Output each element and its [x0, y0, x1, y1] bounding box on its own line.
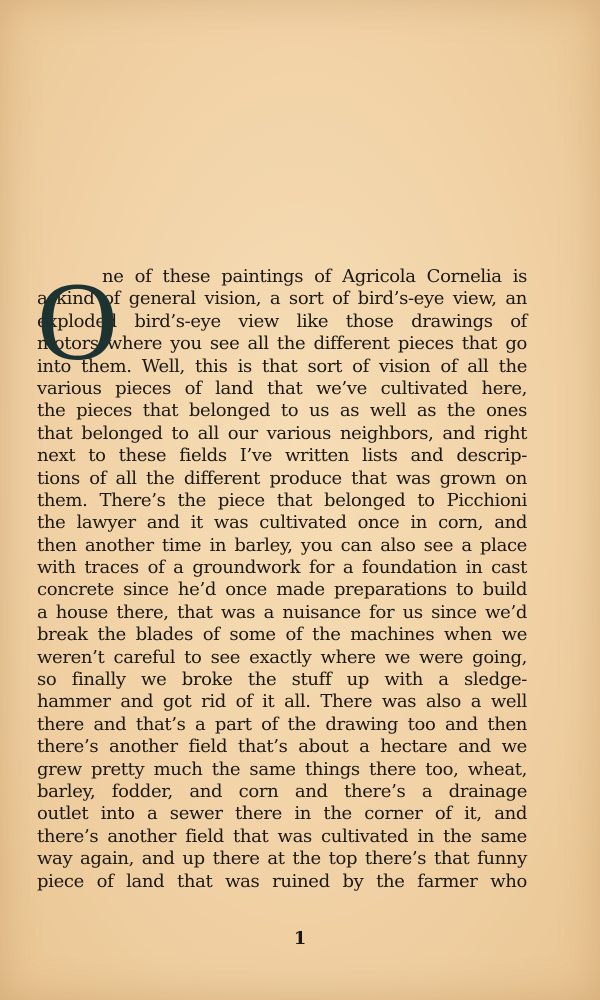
text-line: piece of land that was ruined by the farmer who: [37, 870, 527, 892]
text-line: concrete since he’d once made preparations to build: [37, 579, 527, 601]
text-line: into them. Well, this is that sort of vision of all the: [37, 355, 527, 377]
text-line: there and that’s a part of the drawing too and then: [37, 713, 527, 735]
text-line: exploded bird’s-eye view like those drawings of: [37, 310, 527, 332]
text-line: grew pretty much the same things there too, wheat,: [37, 758, 527, 780]
text-line: next to these fields I’ve written lists and descrip-: [37, 445, 527, 467]
text-line: them. There’s the piece that belonged to Picchioni: [37, 489, 527, 511]
text-line: weren’t careful to see exactly where we were going,: [37, 646, 527, 668]
text-line: that belonged to all our various neighbors, and right: [37, 422, 527, 444]
text-line: a house there, that was a nuisance for us since we’d: [37, 601, 527, 623]
text-line: ne of these paintings of Agricola Cornelia is: [102, 266, 527, 287]
text-line: with traces of a groundwork for a foundation in cast: [37, 557, 527, 579]
text-line: the pieces that belonged to us as well as the ones: [37, 400, 527, 422]
text-line: so finally we broke the stuff up with a sledge-: [37, 669, 527, 691]
text-line: way again, and up there at the top there’s that funny: [37, 848, 527, 870]
text-line: the lawyer and it was cultivated once in corn, and: [37, 512, 527, 534]
drop-cap: O: [37, 260, 118, 384]
text-line: barley, fodder, and corn and there’s a drainage: [37, 780, 527, 802]
text-line: outlet into a sewer there in the corner of it, and: [37, 803, 527, 825]
text-line: there’s another field that’s about a hectare and we: [37, 736, 527, 758]
text-line: then another time in barley, you can also see a place: [37, 534, 527, 556]
text-line: a kind of general vision, a sort of bird’s-eye view, an: [37, 288, 527, 310]
page-number: 1: [293, 928, 307, 949]
body-text: [37, 260, 527, 893]
text-line: there’s another field that was cultivated in the same: [37, 825, 527, 847]
text-line: various pieces of land that we’ve cultivated here,: [37, 377, 527, 399]
text-line: motors where you see all the different pieces that go: [37, 333, 527, 355]
text-line: break the blades of some of the machines when we: [37, 624, 527, 646]
text-line: hammer and got rid of it all. There was also a well: [37, 691, 527, 713]
text-line: tions of all the different produce that was grown on: [37, 467, 527, 489]
